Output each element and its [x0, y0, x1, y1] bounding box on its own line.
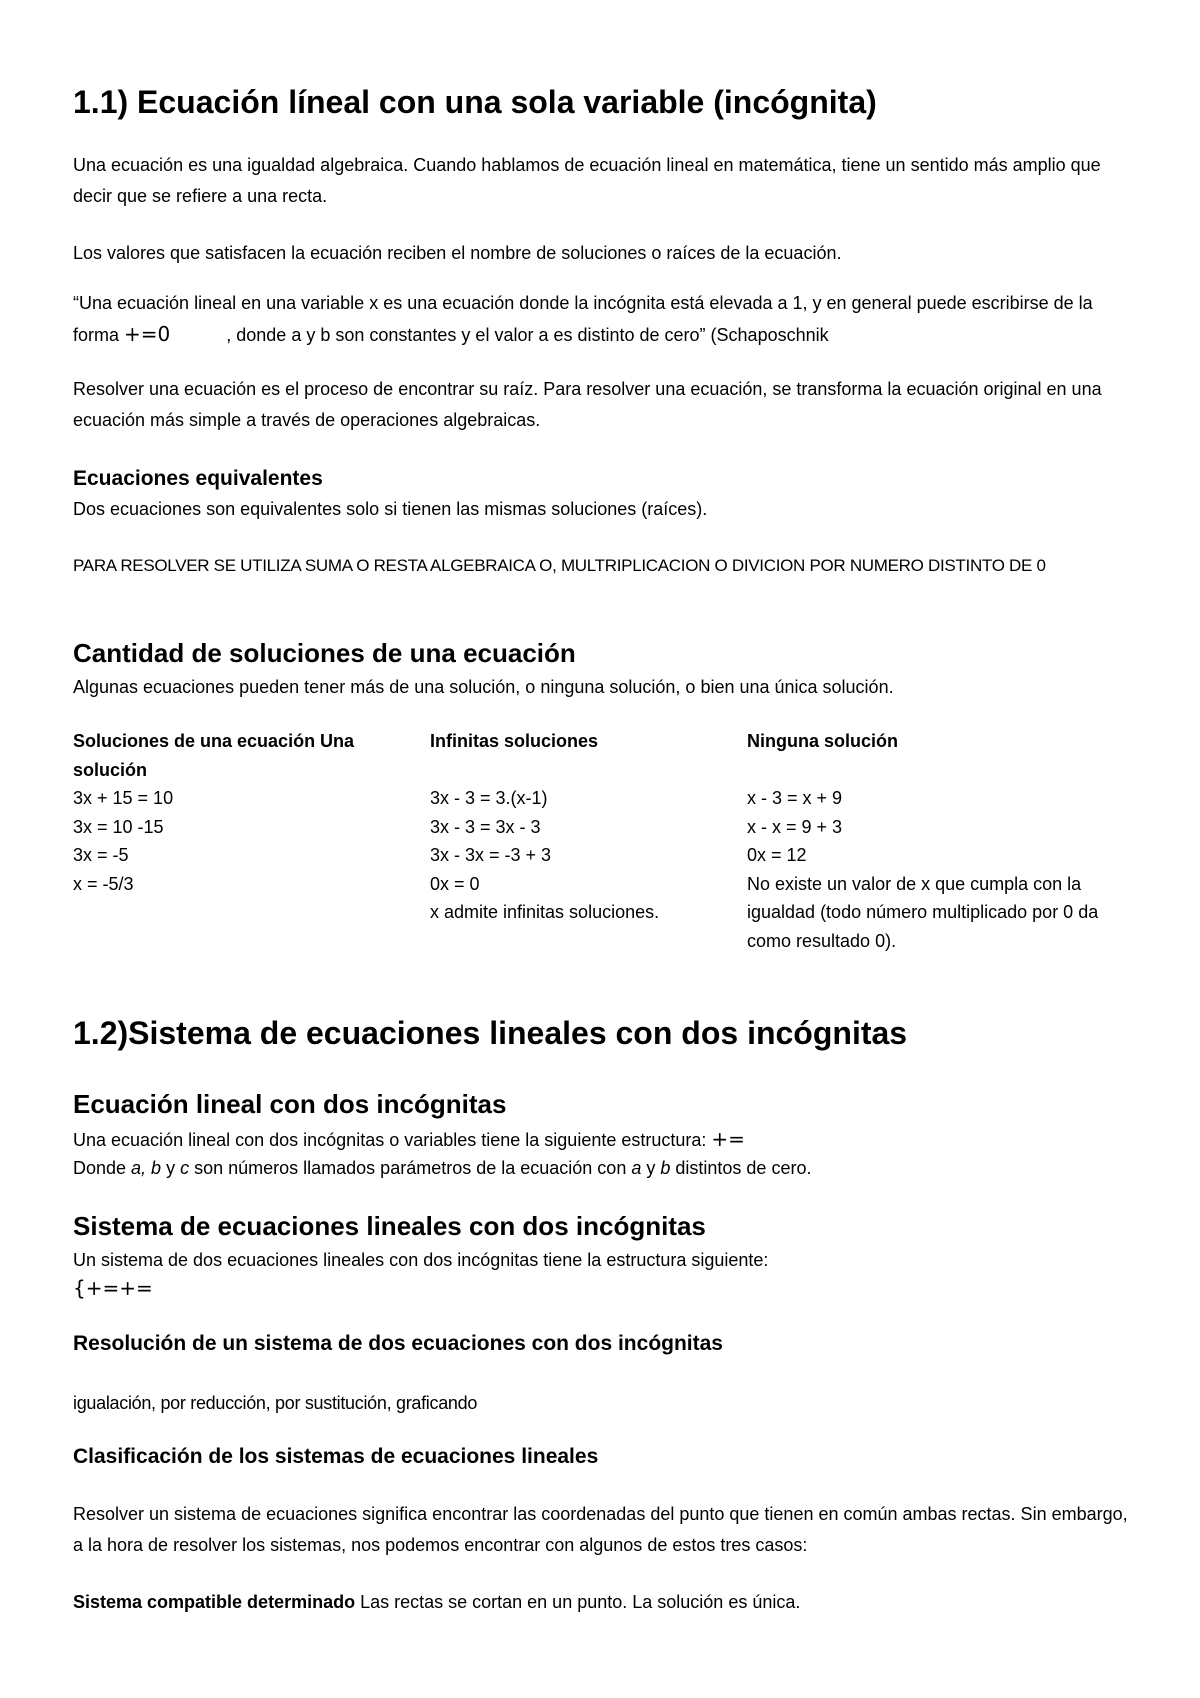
equation-line: 3x = -5 [73, 845, 129, 865]
quote-text-end: , donde a y b son constantes y el valor a es distinto de cero” (Schaposchnik [226, 325, 829, 345]
paragraph-clasificacion: Resolver un sistema de ecuaciones significa encontrar las coordenadas del punto que tienen en común ambas rectas. Sin embargo, a la hora de resolver los sistemas, nos podemos encontrar con algunos de estos tres casos: [73, 1504, 1128, 1555]
text-sistema-compatible: Sistema compatible determinado Las rectas se cortan en un punto. La solución es única. [73, 1592, 801, 1612]
label-sistema-compatible: Sistema compatible determinado [73, 1592, 356, 1612]
text-sistema-estructura: Un sistema de dos ecuaciones lineales con dos incógnitas tiene la estructura siguiente: [73, 1250, 769, 1270]
equation-line: 3x + 15 = 10 [73, 788, 174, 808]
column-header-ninguna: Ninguna solución [747, 731, 898, 751]
text-metodos-resolucion: igualación, por reducción, por sustitución, graficando [73, 1393, 478, 1413]
quote-text-start: “Una ecuación lineal en una variable x es una ecuación donde la incógnita está elevada a 1, y en general puede escribirse de la forma [73, 293, 1093, 345]
paragraph-soluciones-raices: Los valores que satisfacen la ecuación reciben el nombre de soluciones o raíces de la ecuación. [73, 243, 842, 263]
paragraph-ecuacion-definicion: Una ecuación es una igualdad algebraica. Cuando hablamos de ecuación lineal en matemática, tiene un sentido más amplio que decir que se refiere a una recta. [73, 155, 1101, 206]
equation-line: 3x - 3 = 3.(x-1) [430, 788, 548, 808]
section-title-1-1: 1.1) Ecuación líneal con una sola variable (incógnita) [73, 84, 877, 120]
heading-ecuaciones-equivalentes: Ecuaciones equivalentes [73, 467, 323, 490]
equation-line: 3x - 3 = 3x - 3 [430, 816, 541, 837]
equation-line: x - x = 9 + 3 [747, 816, 843, 837]
section-title-1-2: 1.2)Sistema de ecuaciones lineales con dos incógnitas [73, 1015, 908, 1051]
column-header-una-solucion: Soluciones de una ecuación Una solución [73, 731, 355, 780]
text-ecuaciones-equivalentes: Dos ecuaciones son equivalentes solo si tienen las mismas soluciones (raíces). [73, 499, 708, 519]
equation-line: x admite infinitas soluciones. [430, 902, 660, 922]
heading-ecuacion-dos-incognitas: Ecuación lineal con dos incógnitas [73, 1089, 507, 1119]
equation-line: x - 3 = x + 9 [747, 788, 843, 808]
column-ninguna-solucion [747, 727, 1127, 955]
column-infinitas-soluciones [430, 727, 730, 927]
text-parametros-ecuacion: Donde a, b y c son números llamados parámetros de la ecuación con a y b distintos de cero. [73, 1158, 812, 1178]
paragraph-schaposchnik-quote [73, 288, 1133, 351]
heading-sistema-ecuaciones: Sistema de ecuaciones lineales con dos incógnitas [73, 1211, 706, 1241]
column-una-solucion [73, 727, 403, 898]
equation-line: 3x - 3x = -3 + 3 [430, 845, 552, 865]
equation-line: x = -5/3 [73, 873, 134, 894]
note-uppercase-resolver: PARA RESOLVER SE UTILIZA SUMA O RESTA ALGEBRAICA O, MULTRIPLICACION O DIVICION POR NUMERO DISTINTO DE 0 [73, 556, 1046, 575]
heading-resolucion-sistema: Resolución de un sistema de dos ecuaciones con dos incógnitas [73, 1332, 723, 1355]
heading-clasificacion-sistemas: Clasificación de los sistemas de ecuaciones lineales [73, 1445, 599, 1468]
equation-line: 0x = 0 [430, 873, 480, 894]
text-estructura-ecuacion: Una ecuación lineal con dos incógnitas o variables tiene la siguiente estructura: += [73, 1127, 745, 1151]
formula-ax-b-0: +=0 [124, 322, 171, 346]
text-cantidad-soluciones: Algunas ecuaciones pueden tener más de una solución, o ninguna solución, o bien una única solución. [73, 677, 894, 697]
column-header-infinitas: Infinitas soluciones [430, 731, 599, 751]
heading-cantidad-soluciones: Cantidad de soluciones de una ecuación [73, 638, 576, 668]
equation-line: 0x = 12 [747, 845, 807, 865]
paragraph-resolver-ecuacion: Resolver una ecuación es el proceso de encontrar su raíz. Para resolver una ecuación, se transforma la ecuación original en una ecuación más simple a través de operaciones algebraicas. [73, 379, 1102, 430]
formula-ax-by-c: += [711, 1127, 745, 1151]
formula-sistema: {+=+= [73, 1276, 153, 1300]
equation-line: 3x = 10 -15 [73, 816, 164, 837]
ninguna-solucion-note: No existe un valor de x que cumpla con la igualdad (todo número multiplicado por 0 da como resultado 0). [747, 873, 1099, 951]
